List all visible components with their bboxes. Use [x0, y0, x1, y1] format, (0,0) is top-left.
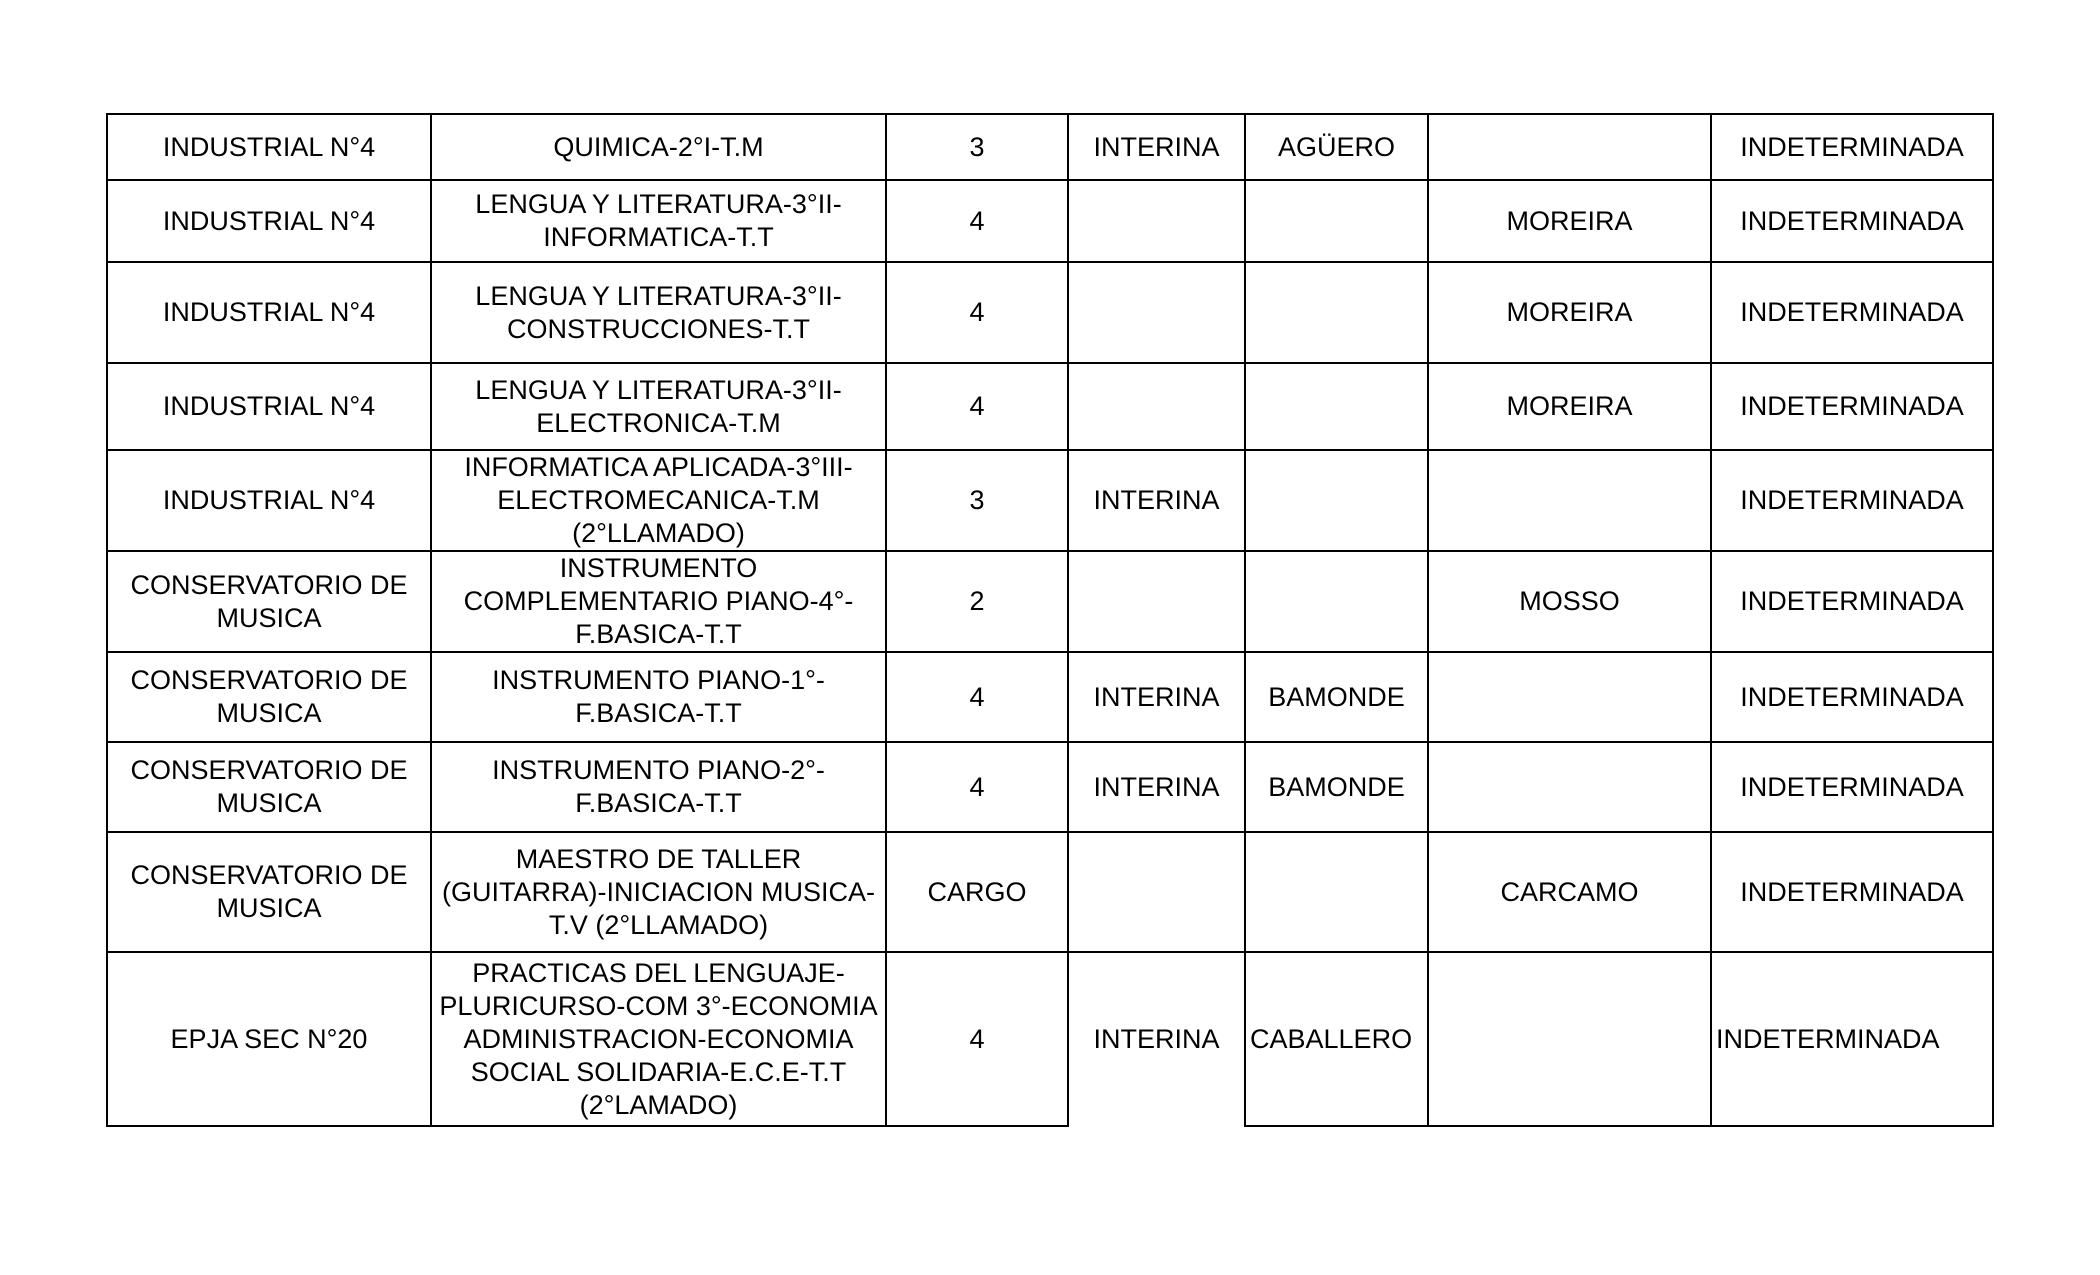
table-row: [107, 832, 1993, 952]
school-cell: INDUSTRIAL N°4: [107, 450, 431, 551]
subject-cell: INSTRUMENTO COMPLEMENTARIO PIANO-4°- F.BASICA-T.T: [431, 551, 886, 652]
status-cell: INTERINA: [1068, 652, 1245, 742]
assigned-name-cell: AGÜERO: [1245, 114, 1428, 180]
status-cell: [1068, 832, 1245, 952]
subject-cell: MAESTRO DE TALLER (GUITARRA)-INICIACION MUSICA- T.V (2°LLAMADO): [431, 832, 886, 952]
duration-cell: INDETERMINADA: [1711, 450, 1993, 551]
subject-cell: INSTRUMENTO PIANO-1°- F.BASICA-T.T: [431, 652, 886, 742]
assignments-table: [106, 113, 1994, 1127]
assigned-name-cell: [1245, 180, 1428, 262]
subject-cell: INSTRUMENTO PIANO-2°- F.BASICA-T.T: [431, 742, 886, 832]
school-cell: INDUSTRIAL N°4: [107, 262, 431, 363]
assigned-name-cell: [1245, 363, 1428, 450]
hours-cell: 4: [886, 952, 1068, 1126]
status-cell: INTERINA: [1068, 742, 1245, 832]
holder-name-cell: MOSSO: [1428, 551, 1711, 652]
status-cell: INTERINA: [1068, 114, 1245, 180]
status-cell: [1068, 180, 1245, 262]
school-cell: INDUSTRIAL N°4: [107, 180, 431, 262]
school-cell: CONSERVATORIO DE MUSICA: [107, 551, 431, 652]
school-cell: INDUSTRIAL N°4: [107, 363, 431, 450]
duration-cell: INDETERMINADA: [1711, 180, 1993, 262]
hours-cell: 4: [886, 180, 1068, 262]
school-cell: CONSERVATORIO DE MUSICA: [107, 652, 431, 742]
school-cell: CONSERVATORIO DE MUSICA: [107, 832, 431, 952]
school-cell: CONSERVATORIO DE MUSICA: [107, 742, 431, 832]
assigned-name-cell: [1245, 551, 1428, 652]
hours-cell: 4: [886, 742, 1068, 832]
hours-cell: 4: [886, 363, 1068, 450]
hours-cell: 4: [886, 652, 1068, 742]
table-row: [107, 952, 1993, 1126]
holder-name-cell: MOREIRA: [1428, 363, 1711, 450]
assigned-name-cell: CABALLERO: [1245, 952, 1428, 1126]
status-cell: INTERINA: [1068, 952, 1245, 1126]
subject-cell: QUIMICA-2°I-T.M: [431, 114, 886, 180]
duration-cell: INDETERMINADA: [1711, 363, 1993, 450]
assigned-name-cell: BAMONDE: [1245, 742, 1428, 832]
hours-cell: 4: [886, 262, 1068, 363]
assigned-name-cell: [1245, 262, 1428, 363]
holder-name-cell: MOREIRA: [1428, 262, 1711, 363]
status-cell: [1068, 363, 1245, 450]
subject-cell: LENGUA Y LITERATURA-3°II- CONSTRUCCIONES-T.T: [431, 262, 886, 363]
holder-name-cell: [1428, 114, 1711, 180]
duration-cell: INDETERMINADA: [1711, 952, 1993, 1126]
duration-cell: INDETERMINADA: [1711, 262, 1993, 363]
hours-cell: CARGO: [886, 832, 1068, 952]
assigned-name-cell: BAMONDE: [1245, 652, 1428, 742]
duration-cell: INDETERMINADA: [1711, 551, 1993, 652]
holder-name-cell: [1428, 742, 1711, 832]
table-row: [107, 180, 1993, 262]
table-row: [107, 262, 1993, 363]
status-cell: INTERINA: [1068, 450, 1245, 551]
school-cell: INDUSTRIAL N°4: [107, 114, 431, 180]
table-row: [107, 551, 1993, 652]
assigned-name-cell: [1245, 832, 1428, 952]
school-cell: EPJA SEC N°20: [107, 952, 431, 1126]
duration-cell: INDETERMINADA: [1711, 742, 1993, 832]
duration-cell: INDETERMINADA: [1711, 832, 1993, 952]
status-cell: [1068, 551, 1245, 652]
table-row: [107, 450, 1993, 551]
table-row: [107, 363, 1993, 450]
subject-cell: LENGUA Y LITERATURA-3°II- INFORMATICA-T.T: [431, 180, 886, 262]
table-row: [107, 742, 1993, 832]
holder-name-cell: [1428, 952, 1711, 1126]
duration-cell: INDETERMINADA: [1711, 652, 1993, 742]
table-row: [107, 652, 1993, 742]
subject-cell: PRACTICAS DEL LENGUAJE- PLURICURSO-COM 3°-ECONOMIA ADMINISTRACION-ECONOMIA SOCIAL SOLIDARIA-E.C.E-T.T (2°LAMADO): [431, 952, 886, 1126]
holder-name-cell: [1428, 652, 1711, 742]
subject-cell: INFORMATICA APLICADA-3°III- ELECTROMECANICA-T.M (2°LLAMADO): [431, 450, 886, 551]
table-row: [107, 114, 1993, 180]
assigned-name-cell: [1245, 450, 1428, 551]
holder-name-cell: [1428, 450, 1711, 551]
holder-name-cell: MOREIRA: [1428, 180, 1711, 262]
hours-cell: 2: [886, 551, 1068, 652]
holder-name-cell: CARCAMO: [1428, 832, 1711, 952]
subject-cell: LENGUA Y LITERATURA-3°II- ELECTRONICA-T.M: [431, 363, 886, 450]
status-cell: [1068, 262, 1245, 363]
duration-cell: INDETERMINADA: [1711, 114, 1993, 180]
hours-cell: 3: [886, 450, 1068, 551]
hours-cell: 3: [886, 114, 1068, 180]
